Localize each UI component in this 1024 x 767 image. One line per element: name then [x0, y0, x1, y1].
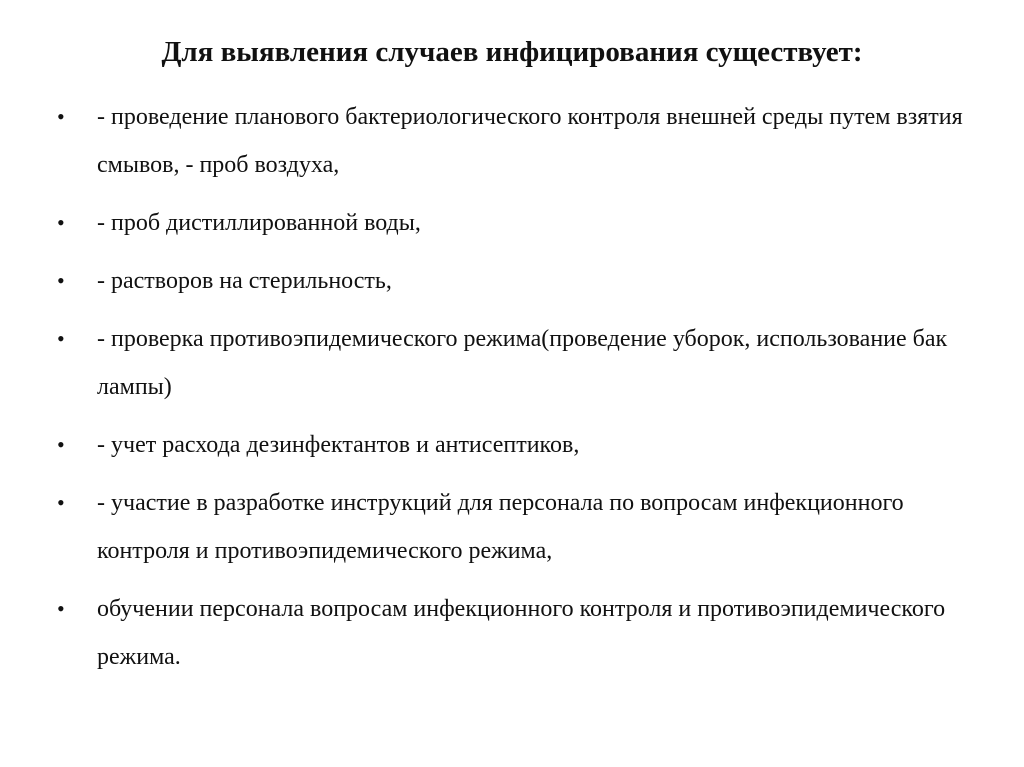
bullet-icon: •	[57, 268, 65, 293]
bullet-text: - проб дистиллированной воды,	[97, 210, 421, 236]
bullet-item	[57, 585, 997, 681]
bullet-text: - учет расхода дезинфектантов и антисептиков,	[97, 432, 580, 458]
bullet-icon: •	[57, 490, 65, 515]
bullet-item	[57, 93, 997, 189]
bullet-text: - участие в разработке инструкций для персонала по вопросам инфекционного контроля и противоэпидемического режима,	[97, 490, 904, 564]
bullet-icon: •	[57, 104, 65, 129]
slide-title: Для выявления случаев инфицирования существует:	[161, 36, 863, 68]
bullet-icon: •	[57, 326, 65, 351]
bullet-item	[57, 257, 997, 305]
bullet-icon: •	[57, 432, 65, 457]
bullet-item	[57, 479, 997, 575]
bullet-item	[57, 199, 997, 247]
bullet-text: - проверка противоэпидемического режима(проведение уборок, использование бак лампы)	[97, 326, 948, 400]
bullet-list	[57, 93, 997, 691]
bullet-text: - растворов на стерильность,	[97, 268, 392, 294]
bullet-text: - проведение планового бактериологического контроля внешней среды путем взятия смывов, - проб воздуха,	[97, 104, 963, 178]
bullet-icon: •	[57, 596, 65, 621]
bullet-item	[57, 421, 997, 469]
bullet-text: обучении персонала вопросам инфекционного контроля и противоэпидемического режима.	[97, 596, 946, 670]
bullet-icon: •	[57, 210, 65, 235]
bullet-item	[57, 315, 997, 411]
